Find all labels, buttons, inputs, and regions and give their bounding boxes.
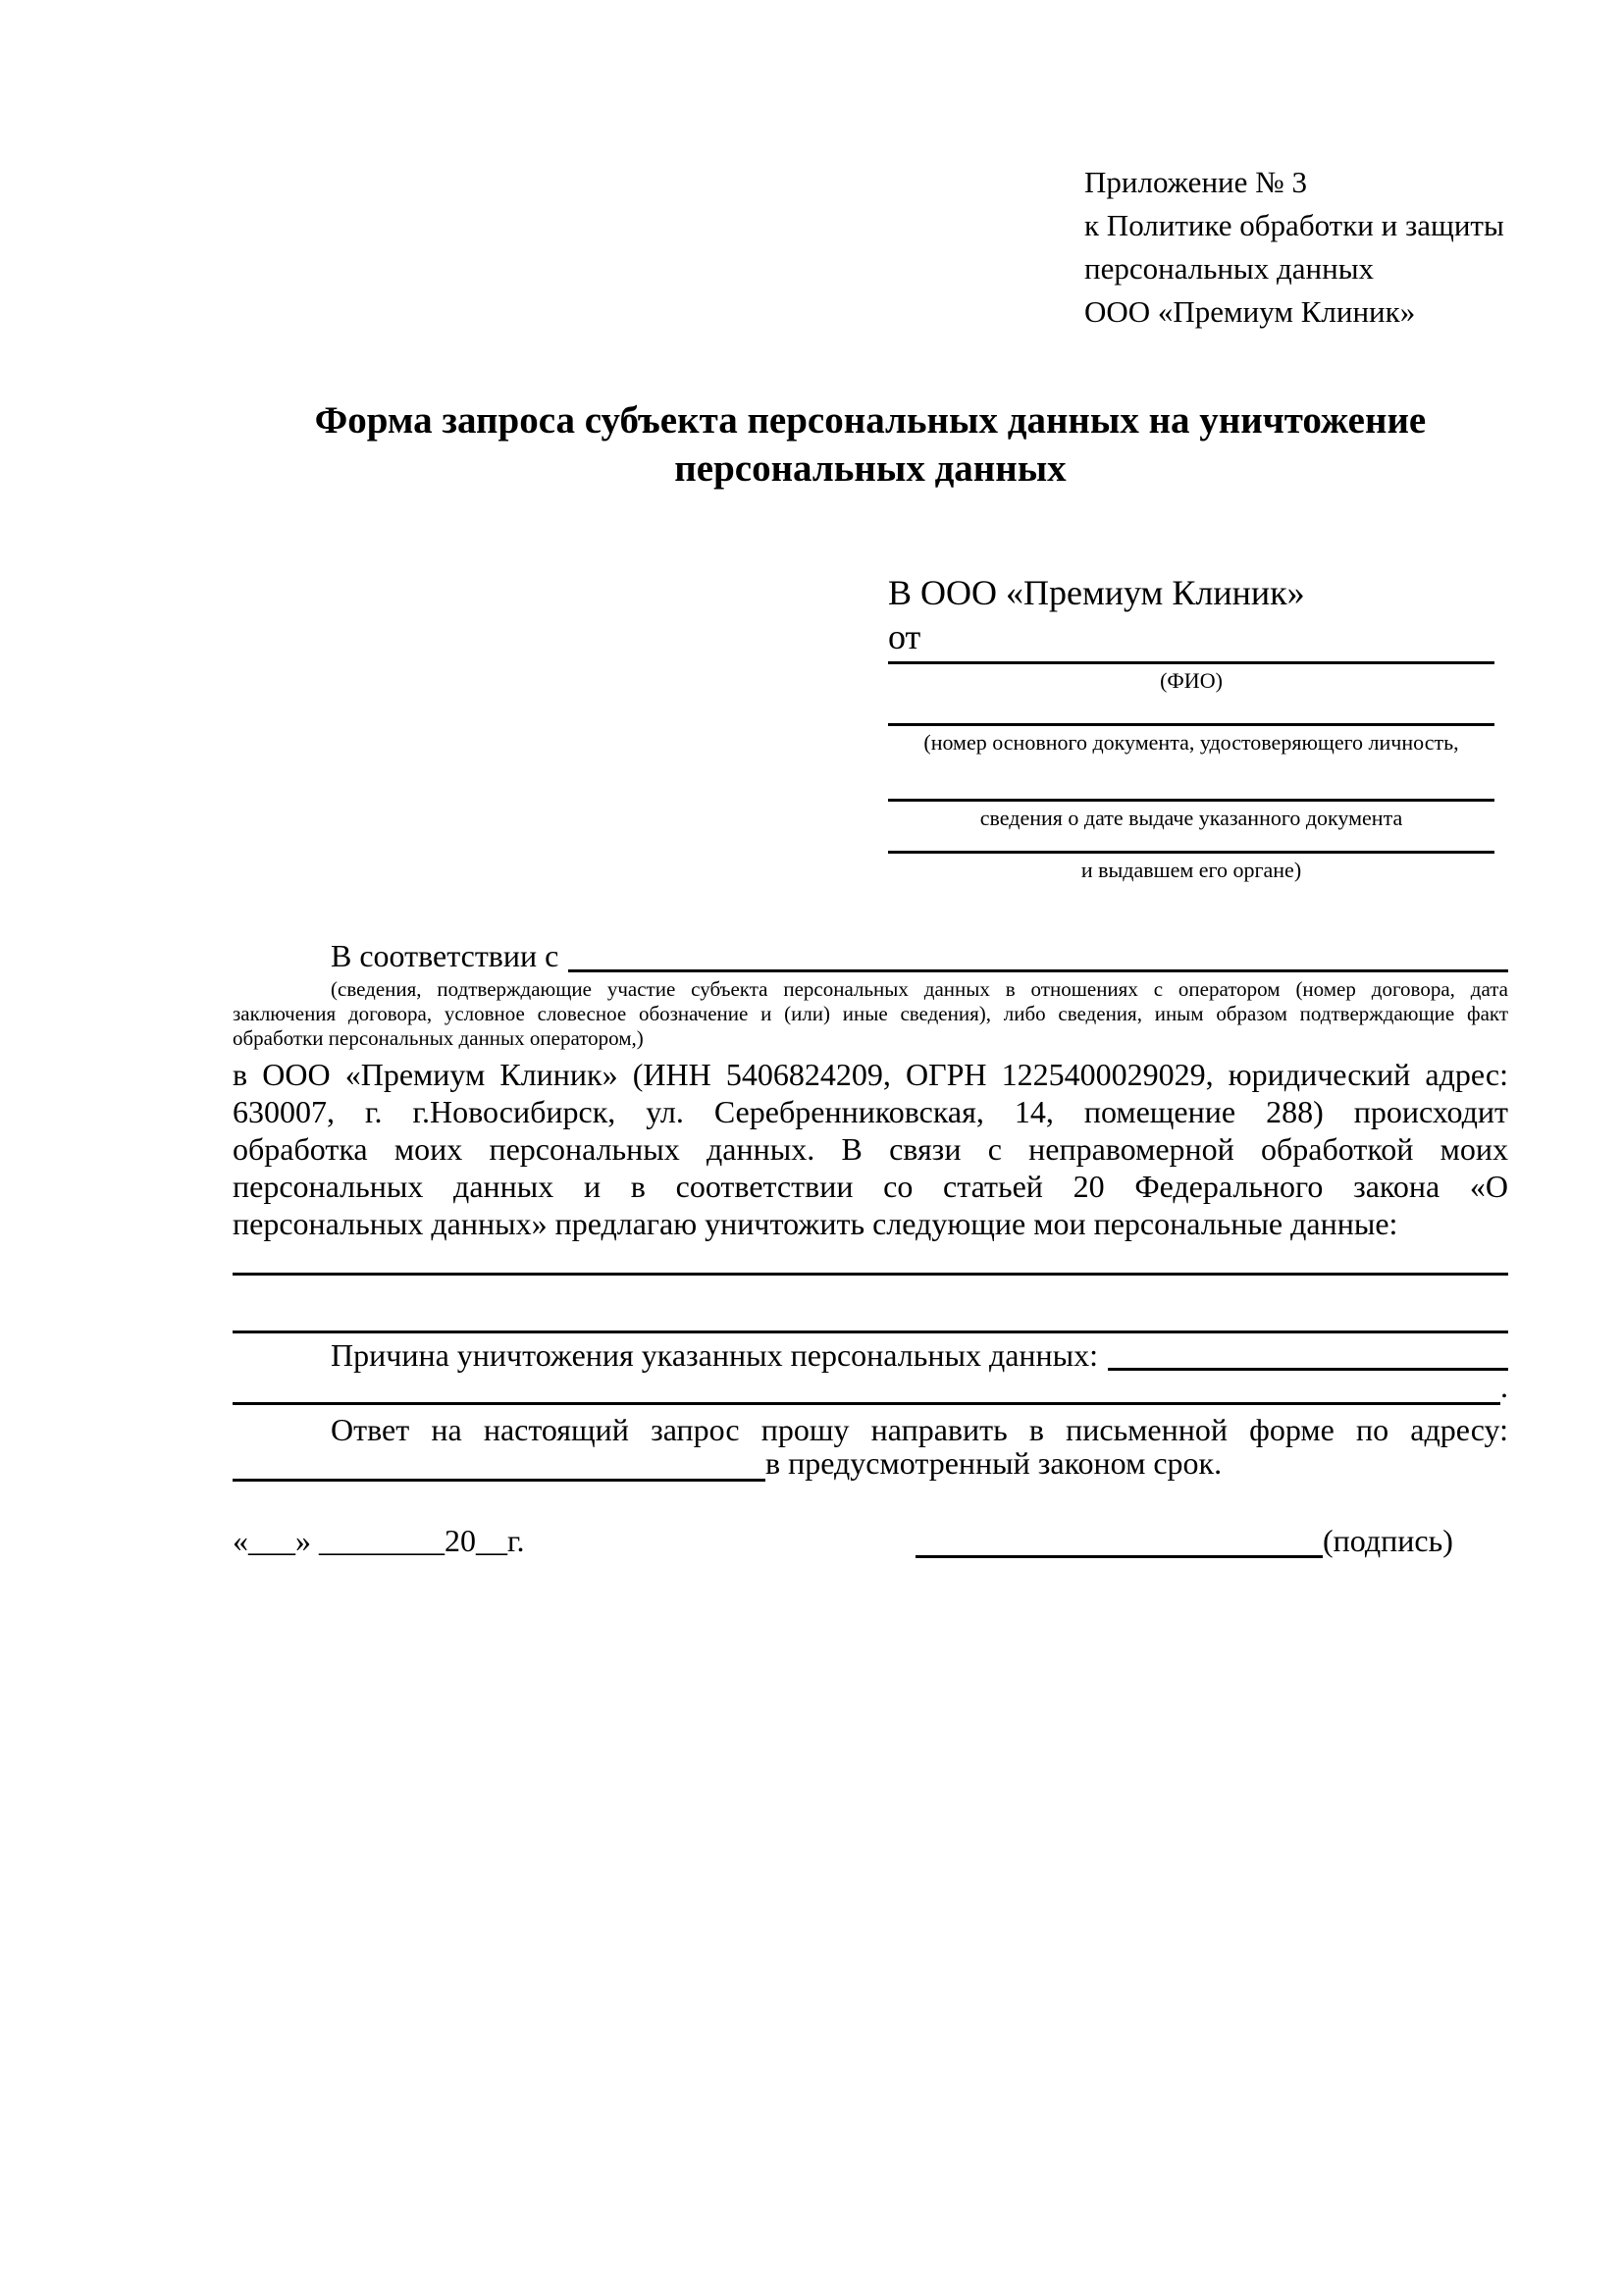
signature-field-line[interactable] [916, 1526, 1323, 1558]
doc-number-caption: (номер основного документа, удостоверяющего личность, [923, 730, 1459, 755]
accordance-row [233, 936, 1508, 975]
main-paragraph-line: 630007, г. г.Новосибирск, ул. Серебренниковская, 14, помещение 288) происходит [233, 1094, 1508, 1129]
issue-date-caption: сведения о дате выдаче указанного документа [979, 806, 1403, 830]
document-title-line: персональных данных [674, 447, 1067, 490]
issuing-authority-caption: и выдавшем его органе) [1080, 858, 1302, 882]
address-field-line[interactable] [233, 1449, 765, 1482]
annex-note-line: к Политике обработки и защиты [1084, 208, 1504, 242]
document-title [233, 396, 1508, 493]
reason-row [233, 1336, 1508, 1374]
reason-line-terminator: . [1500, 1369, 1508, 1404]
answer-address-row [233, 1445, 1508, 1482]
answer-suffix: в предусмотренный законом срок. [765, 1445, 1223, 1481]
signature-caption: (подпись) [1323, 1523, 1453, 1558]
doc-number-field-line[interactable] [888, 723, 1494, 726]
main-paragraph-line: персональных данных и в соответствии со статьей 20 Федерального закона «О [233, 1169, 1508, 1204]
accordance-note-line: обработки персональных данных оператором,) [233, 1026, 644, 1050]
accordance-label: В соответствии с [331, 938, 559, 973]
main-paragraph-line: персональных данных» предлагаю уничтожить следующие мои персональные данные: [233, 1206, 1398, 1241]
addressee-from-label: от [888, 617, 921, 656]
main-paragraph-line: обработка моих персональных данных. В связи с неправомерной обработкой моих [233, 1131, 1508, 1167]
issuing-authority-field-line[interactable] [888, 851, 1494, 854]
main-paragraph-line: в ООО «Премиум Клиник» (ИНН 5406824209, ОГРН 1225400029029, юридический адрес: [233, 1057, 1508, 1092]
answer-sentence: Ответ на настоящий запрос прошу направить в письменной форме по адресу: [331, 1412, 1508, 1447]
reason-continuation-row [233, 1369, 1508, 1405]
signature-group [916, 1523, 1453, 1558]
date-blank-field[interactable]: «___» ________20__г. [233, 1523, 525, 1558]
annex-note-line: ООО «Премиум Клиник» [1084, 294, 1416, 329]
paragraph-indent [233, 936, 331, 975]
document-title-line: Форма запроса субъекта персональных данных на уничтожение [314, 399, 1427, 442]
accordance-note-line: заключения договора, условное словесное обозначение и (или) иные сведения), либо сведения, иным образом подтверждающие факт [233, 1002, 1508, 1025]
fio-caption: (ФИО) [1160, 668, 1223, 693]
data-to-destroy-field-line-2[interactable] [233, 1331, 1508, 1333]
accordance-note [233, 977, 1508, 1051]
reason-label: Причина уничтожения указанных персональных данных: [331, 1337, 1099, 1373]
data-to-destroy-field-line-1[interactable] [233, 1273, 1508, 1276]
annex-note [1084, 161, 1504, 334]
accordance-field-line[interactable] [568, 936, 1508, 972]
issue-date-field-line[interactable] [888, 799, 1494, 802]
footer-row [233, 1521, 1508, 1558]
addressee-to: В ООО «Премиум Клиник» [888, 573, 1305, 612]
paragraph-indent [233, 1336, 331, 1374]
reason-continuation-field-line[interactable] [233, 1402, 1500, 1405]
annex-note-line: Приложение № 3 [1084, 165, 1307, 199]
accordance-note-line: (сведения, подтверждающие участие субъекта персональных данных в отношениях с оператором (номер договора, дата [331, 977, 1508, 1001]
annex-note-line: персональных данных [1084, 251, 1375, 286]
reason-field-line[interactable] [1108, 1336, 1508, 1371]
main-paragraph [233, 1056, 1508, 1242]
fio-field-line[interactable] [888, 661, 1494, 664]
